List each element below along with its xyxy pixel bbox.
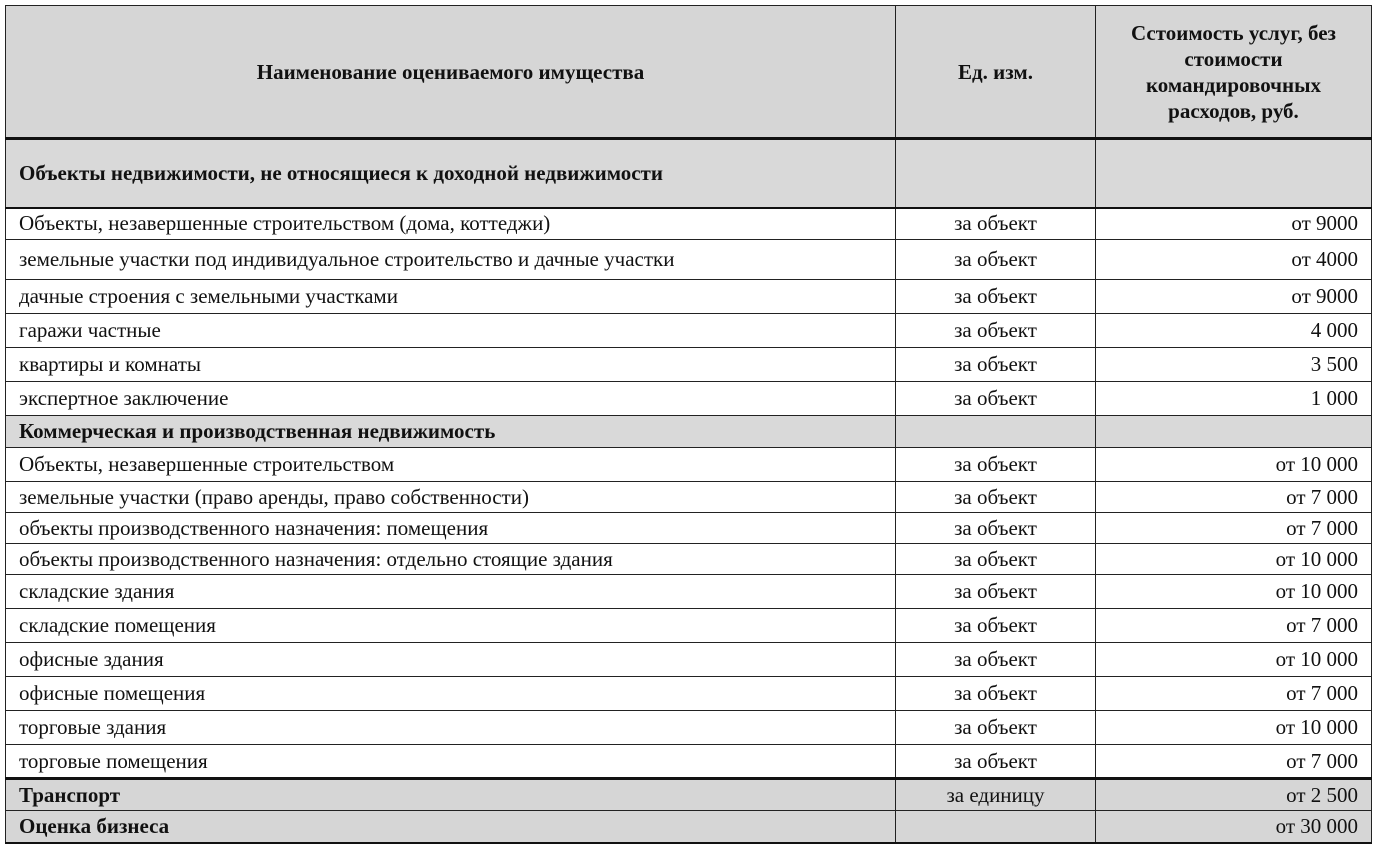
table-row [6,348,1372,382]
row-name: офисные здания [6,643,896,677]
row-price: от 7 000 [1096,745,1372,779]
section-price-empty [1096,416,1372,448]
table-row [6,513,1372,544]
row-unit: за объект [896,575,1096,609]
row-price: 3 500 [1096,348,1372,382]
row-name: Транспорт [6,779,896,811]
transport-row [6,779,1372,811]
row-name: торговые здания [6,711,896,745]
table-row [6,382,1372,416]
row-unit: за объект [896,482,1096,513]
table-row [6,448,1372,482]
row-price: от 7 000 [1096,677,1372,711]
table-header-row [6,6,1372,139]
row-price: от 7 000 [1096,482,1372,513]
row-unit: за объект [896,609,1096,643]
header-unit: Ед. изм. [896,6,1096,139]
business-row [6,811,1372,843]
table-row [6,711,1372,745]
row-unit: за объект [896,448,1096,482]
row-price: от 10 000 [1096,575,1372,609]
row-price: от 9000 [1096,280,1372,314]
row-price: от 30 000 [1096,811,1372,843]
row-price: 1 000 [1096,382,1372,416]
row-price: от 10 000 [1096,544,1372,575]
price-table [5,5,1372,844]
row-name: дачные строения с земельными участками [6,280,896,314]
row-name: объекты производственного назначения: отдельно стоящие здания [6,544,896,575]
row-unit: за объект [896,240,1096,280]
header-name: Наименование оцениваемого имущества [6,6,896,139]
row-name: торговые помещения [6,745,896,779]
table-row [6,240,1372,280]
row-name: гаражи частные [6,314,896,348]
row-price: от 7 000 [1096,513,1372,544]
table-row [6,280,1372,314]
table-row [6,544,1372,575]
row-price: от 9000 [1096,208,1372,240]
row-price: от 10 000 [1096,643,1372,677]
row-unit [896,811,1096,843]
section-row-residential [6,139,1372,208]
row-unit: за объект [896,314,1096,348]
row-unit: за объект [896,544,1096,575]
section-row-commercial [6,416,1372,448]
row-price: от 4000 [1096,240,1372,280]
section-title: Объекты недвижимости, не относящиеся к доходной недвижимости [6,139,896,208]
section-title: Коммерческая и производственная недвижимость [6,416,896,448]
row-name: квартиры и комнаты [6,348,896,382]
row-name: Объекты, незавершенные строительством [6,448,896,482]
table-row [6,482,1372,513]
row-price: от 10 000 [1096,448,1372,482]
table-row [6,745,1372,779]
row-unit: за единицу [896,779,1096,811]
row-name: земельные участки (право аренды, право собственности) [6,482,896,513]
section-price-empty [1096,139,1372,208]
table-row [6,643,1372,677]
row-name: объекты производственного назначения: помещения [6,513,896,544]
row-unit: за объект [896,677,1096,711]
row-unit: за объект [896,382,1096,416]
row-name: офисные помещения [6,677,896,711]
table-row [6,677,1372,711]
table-row [6,208,1372,240]
row-name: Оценка бизнеса [6,811,896,843]
row-unit: за объект [896,280,1096,314]
row-name: Объекты, незавершенные строительством (дома, коттеджи) [6,208,896,240]
table-row [6,609,1372,643]
row-unit: за объект [896,711,1096,745]
row-price: от 2 500 [1096,779,1372,811]
table-row [6,314,1372,348]
row-name: экспертное заключение [6,382,896,416]
row-name: складские здания [6,575,896,609]
header-price: Сстоимость услуг, без стоимости командировочных расходов, руб. [1096,6,1372,139]
row-unit: за объект [896,208,1096,240]
row-price: от 7 000 [1096,609,1372,643]
row-price: от 10 000 [1096,711,1372,745]
table-row [6,575,1372,609]
row-unit: за объект [896,513,1096,544]
section-unit-empty [896,416,1096,448]
row-unit: за объект [896,643,1096,677]
row-unit: за объект [896,745,1096,779]
row-price: 4 000 [1096,314,1372,348]
row-unit: за объект [896,348,1096,382]
row-name: складские помещения [6,609,896,643]
row-name: земельные участки под индивидуальное строительство и дачные участки [6,240,896,280]
section-unit-empty [896,139,1096,208]
